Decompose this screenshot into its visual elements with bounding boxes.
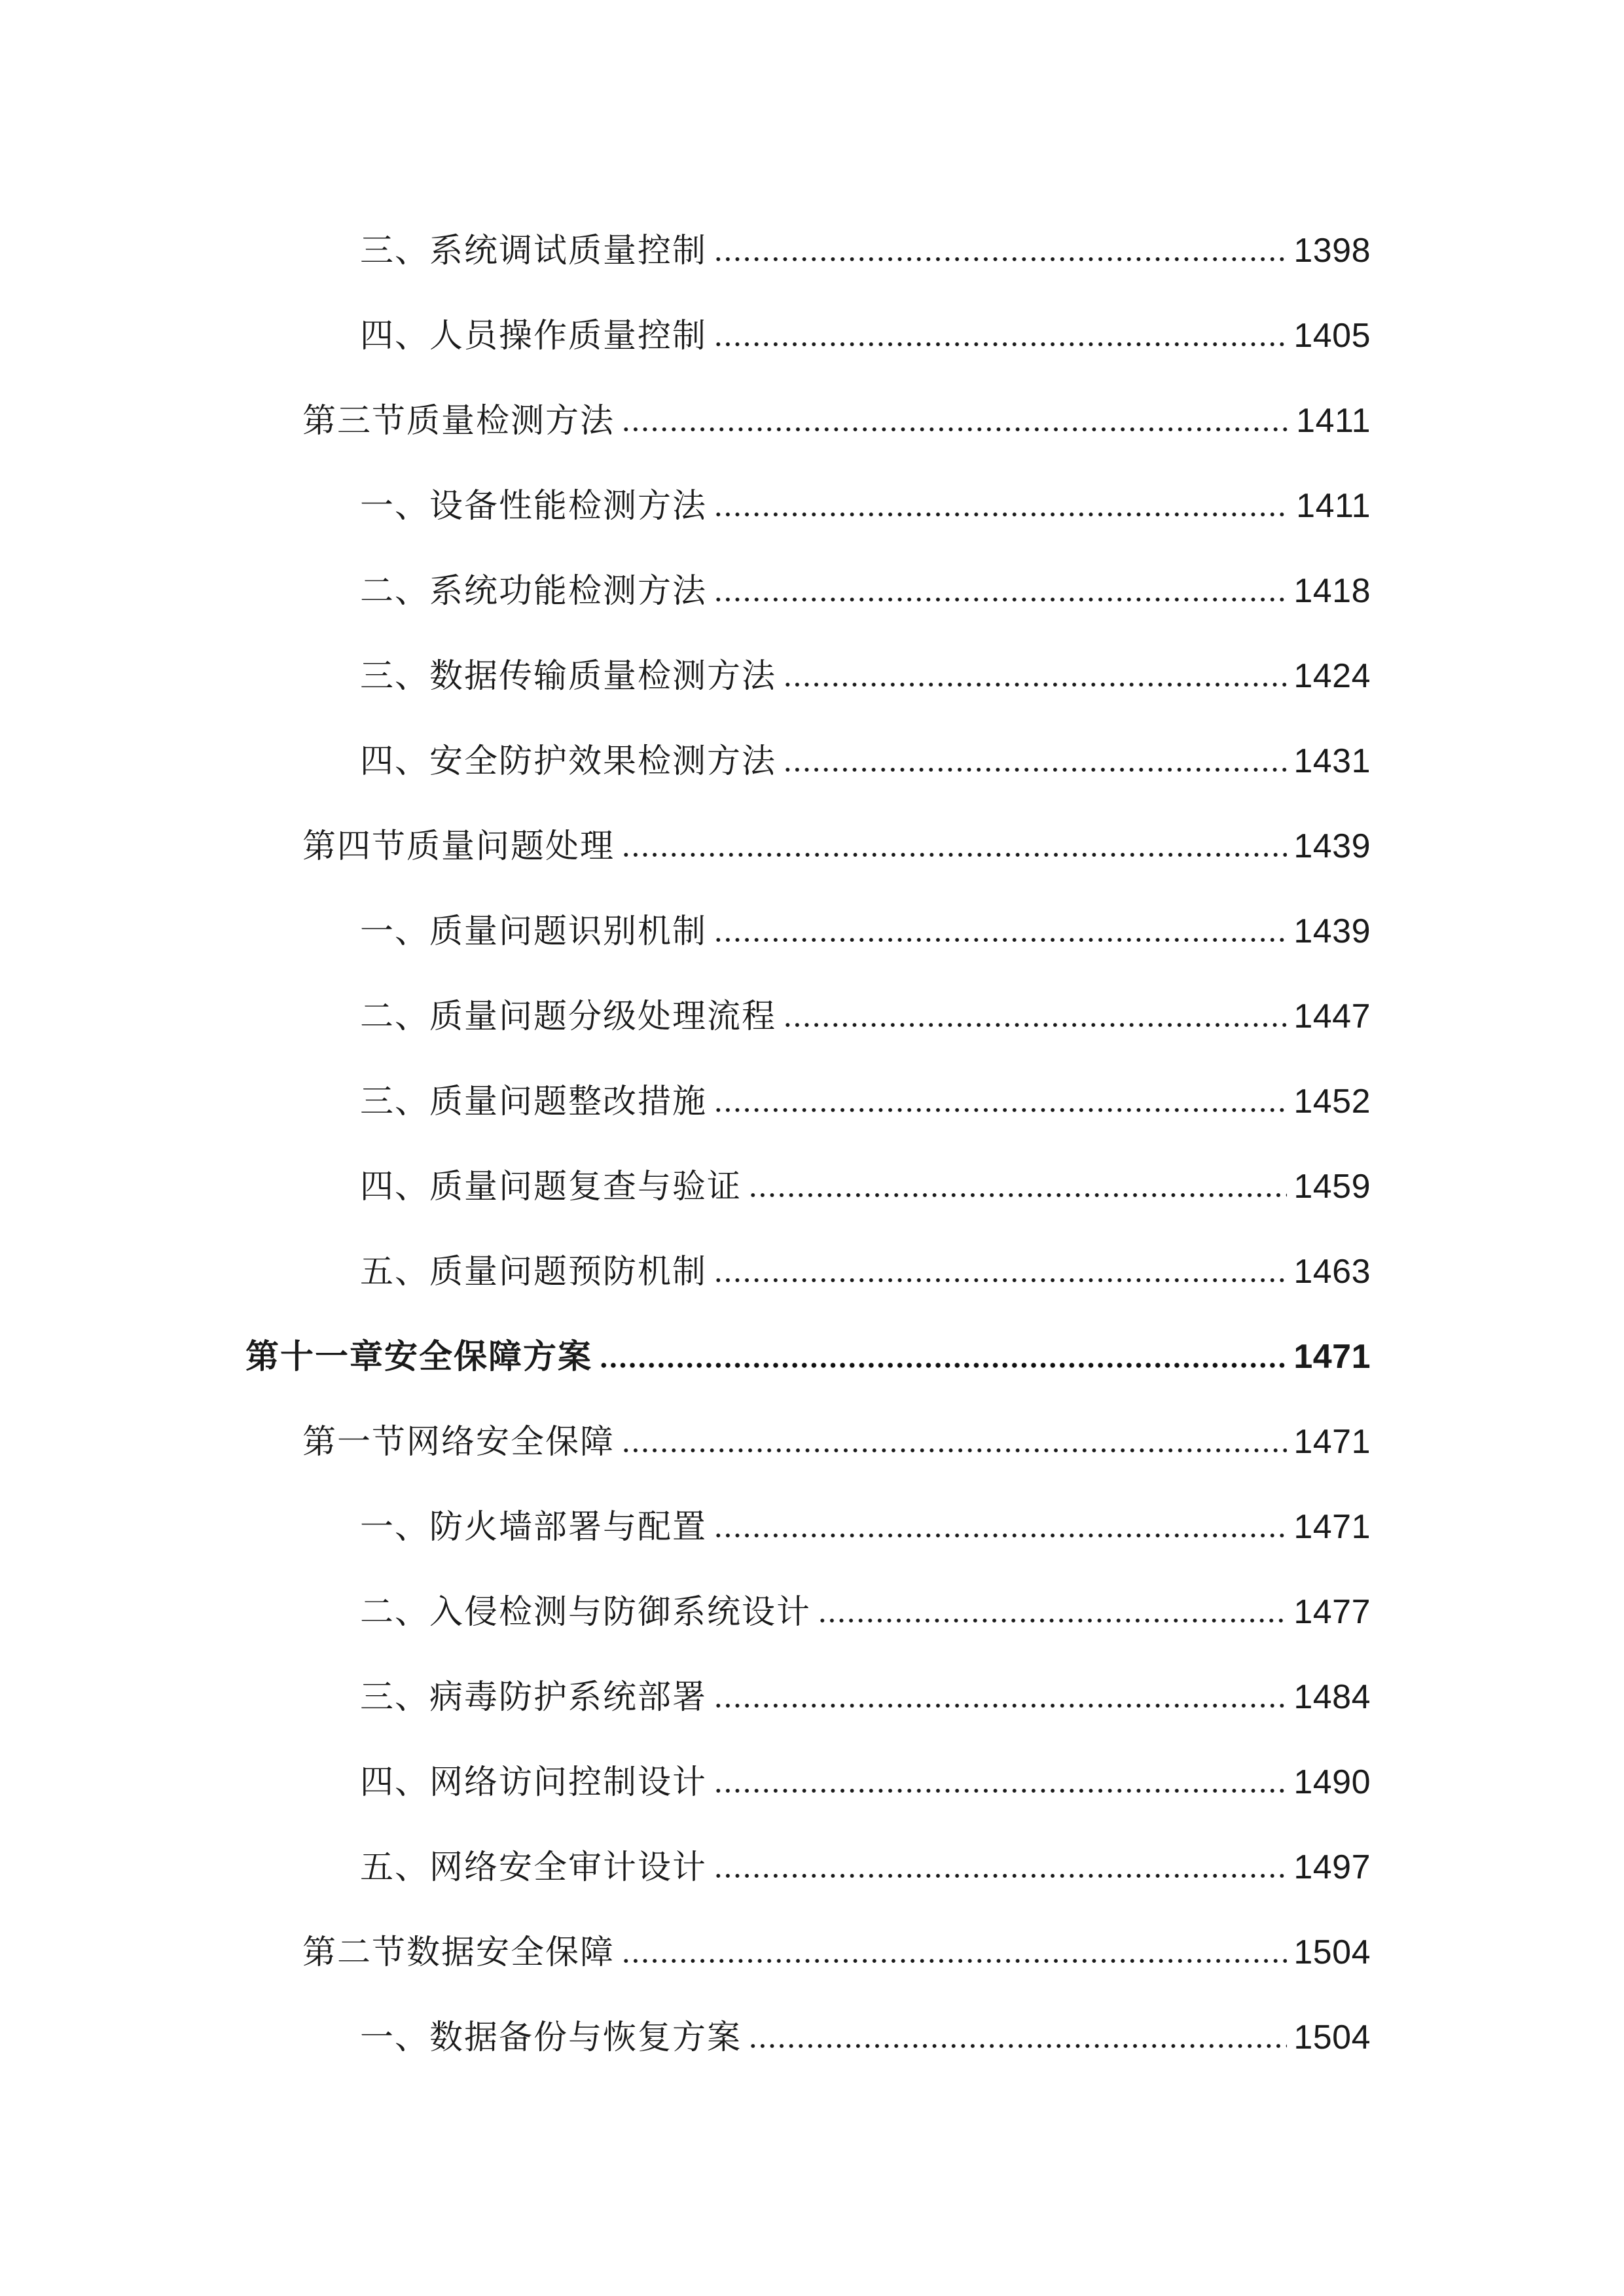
toc-entry-title: 三、病毒防护系统部署: [360, 1677, 708, 1717]
dot-leader: [621, 1412, 1287, 1471]
toc-entry[interactable]: [360, 1668, 1371, 1727]
toc-entry-title: 第二节数据安全保障: [302, 1933, 615, 1972]
toc-entry-title: 第一节网络安全保障: [302, 1422, 615, 1462]
dot-leader: [783, 987, 1287, 1046]
toc-entry-page: 1504: [1293, 1933, 1371, 1971]
toc-entry-title: 第四节质量问题处理: [302, 827, 615, 866]
toc-entry-page: 1424: [1293, 657, 1371, 695]
toc-entry-page: 1439: [1293, 827, 1371, 865]
toc-entry-page: 1411: [1296, 402, 1371, 440]
dot-leader: [748, 1157, 1287, 1216]
dot-leader: [713, 562, 1287, 620]
toc-entry[interactable]: [360, 1072, 1371, 1131]
dot-leader: [713, 1668, 1287, 1727]
toc-entry[interactable]: [360, 987, 1371, 1046]
dot-leader: [783, 647, 1287, 706]
dot-leader: [713, 306, 1287, 365]
toc-entry-title: 二、系统功能检测方法: [360, 571, 708, 611]
toc-entry-page: 1431: [1293, 742, 1371, 780]
toc-entry[interactable]: [360, 1498, 1371, 1556]
toc-entry-title: 五、质量问题预防机制: [360, 1252, 708, 1291]
toc-entry-title: 二、质量问题分级处理流程: [360, 997, 777, 1036]
dot-leader: [713, 1072, 1287, 1131]
dot-leader: [783, 732, 1287, 791]
toc-entry[interactable]: [302, 817, 1371, 876]
toc-entry-title: 一、质量问题识别机制: [360, 912, 708, 951]
toc-entry-title: 三、质量问题整改措施: [360, 1082, 708, 1121]
toc-entry[interactable]: [360, 1583, 1371, 1641]
toc-entry-page: 1463: [1293, 1253, 1371, 1291]
toc-entry-title: 二、入侵检测与防御系统设计: [360, 1592, 812, 1632]
toc-entry-page: 1471: [1293, 1423, 1371, 1461]
toc-entry[interactable]: [360, 476, 1371, 535]
dot-leader: [621, 1923, 1287, 1982]
dot-leader: [621, 391, 1290, 450]
toc-entry-page: 1471: [1293, 1508, 1371, 1546]
toc-entry[interactable]: [302, 1923, 1371, 1982]
toc-entry[interactable]: [302, 391, 1371, 450]
dot-leader: [818, 1583, 1287, 1641]
toc-entry-page: 1504: [1293, 2018, 1371, 2056]
toc-entry-title: 四、质量问题复查与验证: [360, 1167, 742, 1206]
toc-entry-page: 1490: [1293, 1763, 1371, 1801]
toc-entry[interactable]: [360, 2008, 1371, 2067]
toc-entry-title: 一、防火墙部署与配置: [360, 1507, 708, 1547]
dot-leader: [713, 1242, 1287, 1301]
toc-entry-page: 1477: [1293, 1593, 1371, 1631]
toc-entry[interactable]: [360, 902, 1371, 961]
dot-leader: [713, 902, 1287, 961]
dot-leader: [599, 1327, 1287, 1386]
dot-leader: [713, 1753, 1287, 1812]
dot-leader: [713, 221, 1287, 280]
toc-entry-chapter[interactable]: [245, 1327, 1371, 1386]
toc-entry-title: 一、设备性能检测方法: [360, 486, 708, 526]
toc-entry-page: 1398: [1293, 232, 1371, 270]
dot-leader: [713, 1838, 1287, 1897]
toc-entry[interactable]: [360, 306, 1371, 365]
toc-entry[interactable]: [360, 1838, 1371, 1897]
toc-entry-page: 1439: [1293, 912, 1371, 950]
dot-leader: [713, 476, 1290, 535]
toc-entry-title: 五、网络安全审计设计: [360, 1848, 708, 1887]
toc-entry-title: 第十一章安全保障方案: [245, 1337, 593, 1376]
toc-entry-title: 四、安全防护效果检测方法: [360, 742, 777, 781]
toc-entry-page: 1497: [1293, 1848, 1371, 1886]
toc-entry-title: 三、系统调试质量控制: [360, 231, 708, 270]
toc-entry-title: 一、数据备份与恢复方案: [360, 2018, 742, 2057]
toc-entry[interactable]: [360, 1242, 1371, 1301]
dot-leader: [713, 1498, 1287, 1556]
toc-entry-page: 1471: [1293, 1338, 1371, 1376]
toc-entry-page: 1447: [1293, 997, 1371, 1035]
toc-entry-page: 1411: [1296, 487, 1371, 525]
toc-entry-title: 三、数据传输质量检测方法: [360, 656, 777, 696]
toc-entry[interactable]: [302, 1412, 1371, 1471]
toc-entry-page: 1418: [1293, 572, 1371, 610]
toc-entry-page: 1452: [1293, 1083, 1371, 1121]
toc-entry-page: 1484: [1293, 1678, 1371, 1716]
toc-entry-page: 1459: [1293, 1168, 1371, 1206]
toc-entry-page: 1405: [1293, 317, 1371, 355]
toc-entry[interactable]: [360, 1753, 1371, 1812]
toc-entry-title: 四、网络访问控制设计: [360, 1763, 708, 1802]
toc-entry[interactable]: [360, 732, 1371, 791]
toc-entry[interactable]: [360, 647, 1371, 706]
toc-entry[interactable]: [360, 1157, 1371, 1216]
toc-entry-title: 第三节质量检测方法: [302, 401, 615, 440]
toc-entry[interactable]: [360, 221, 1371, 280]
toc-entry[interactable]: [360, 562, 1371, 620]
dot-leader: [621, 817, 1287, 876]
toc-entry-title: 四、人员操作质量控制: [360, 316, 708, 355]
dot-leader: [748, 2008, 1287, 2067]
